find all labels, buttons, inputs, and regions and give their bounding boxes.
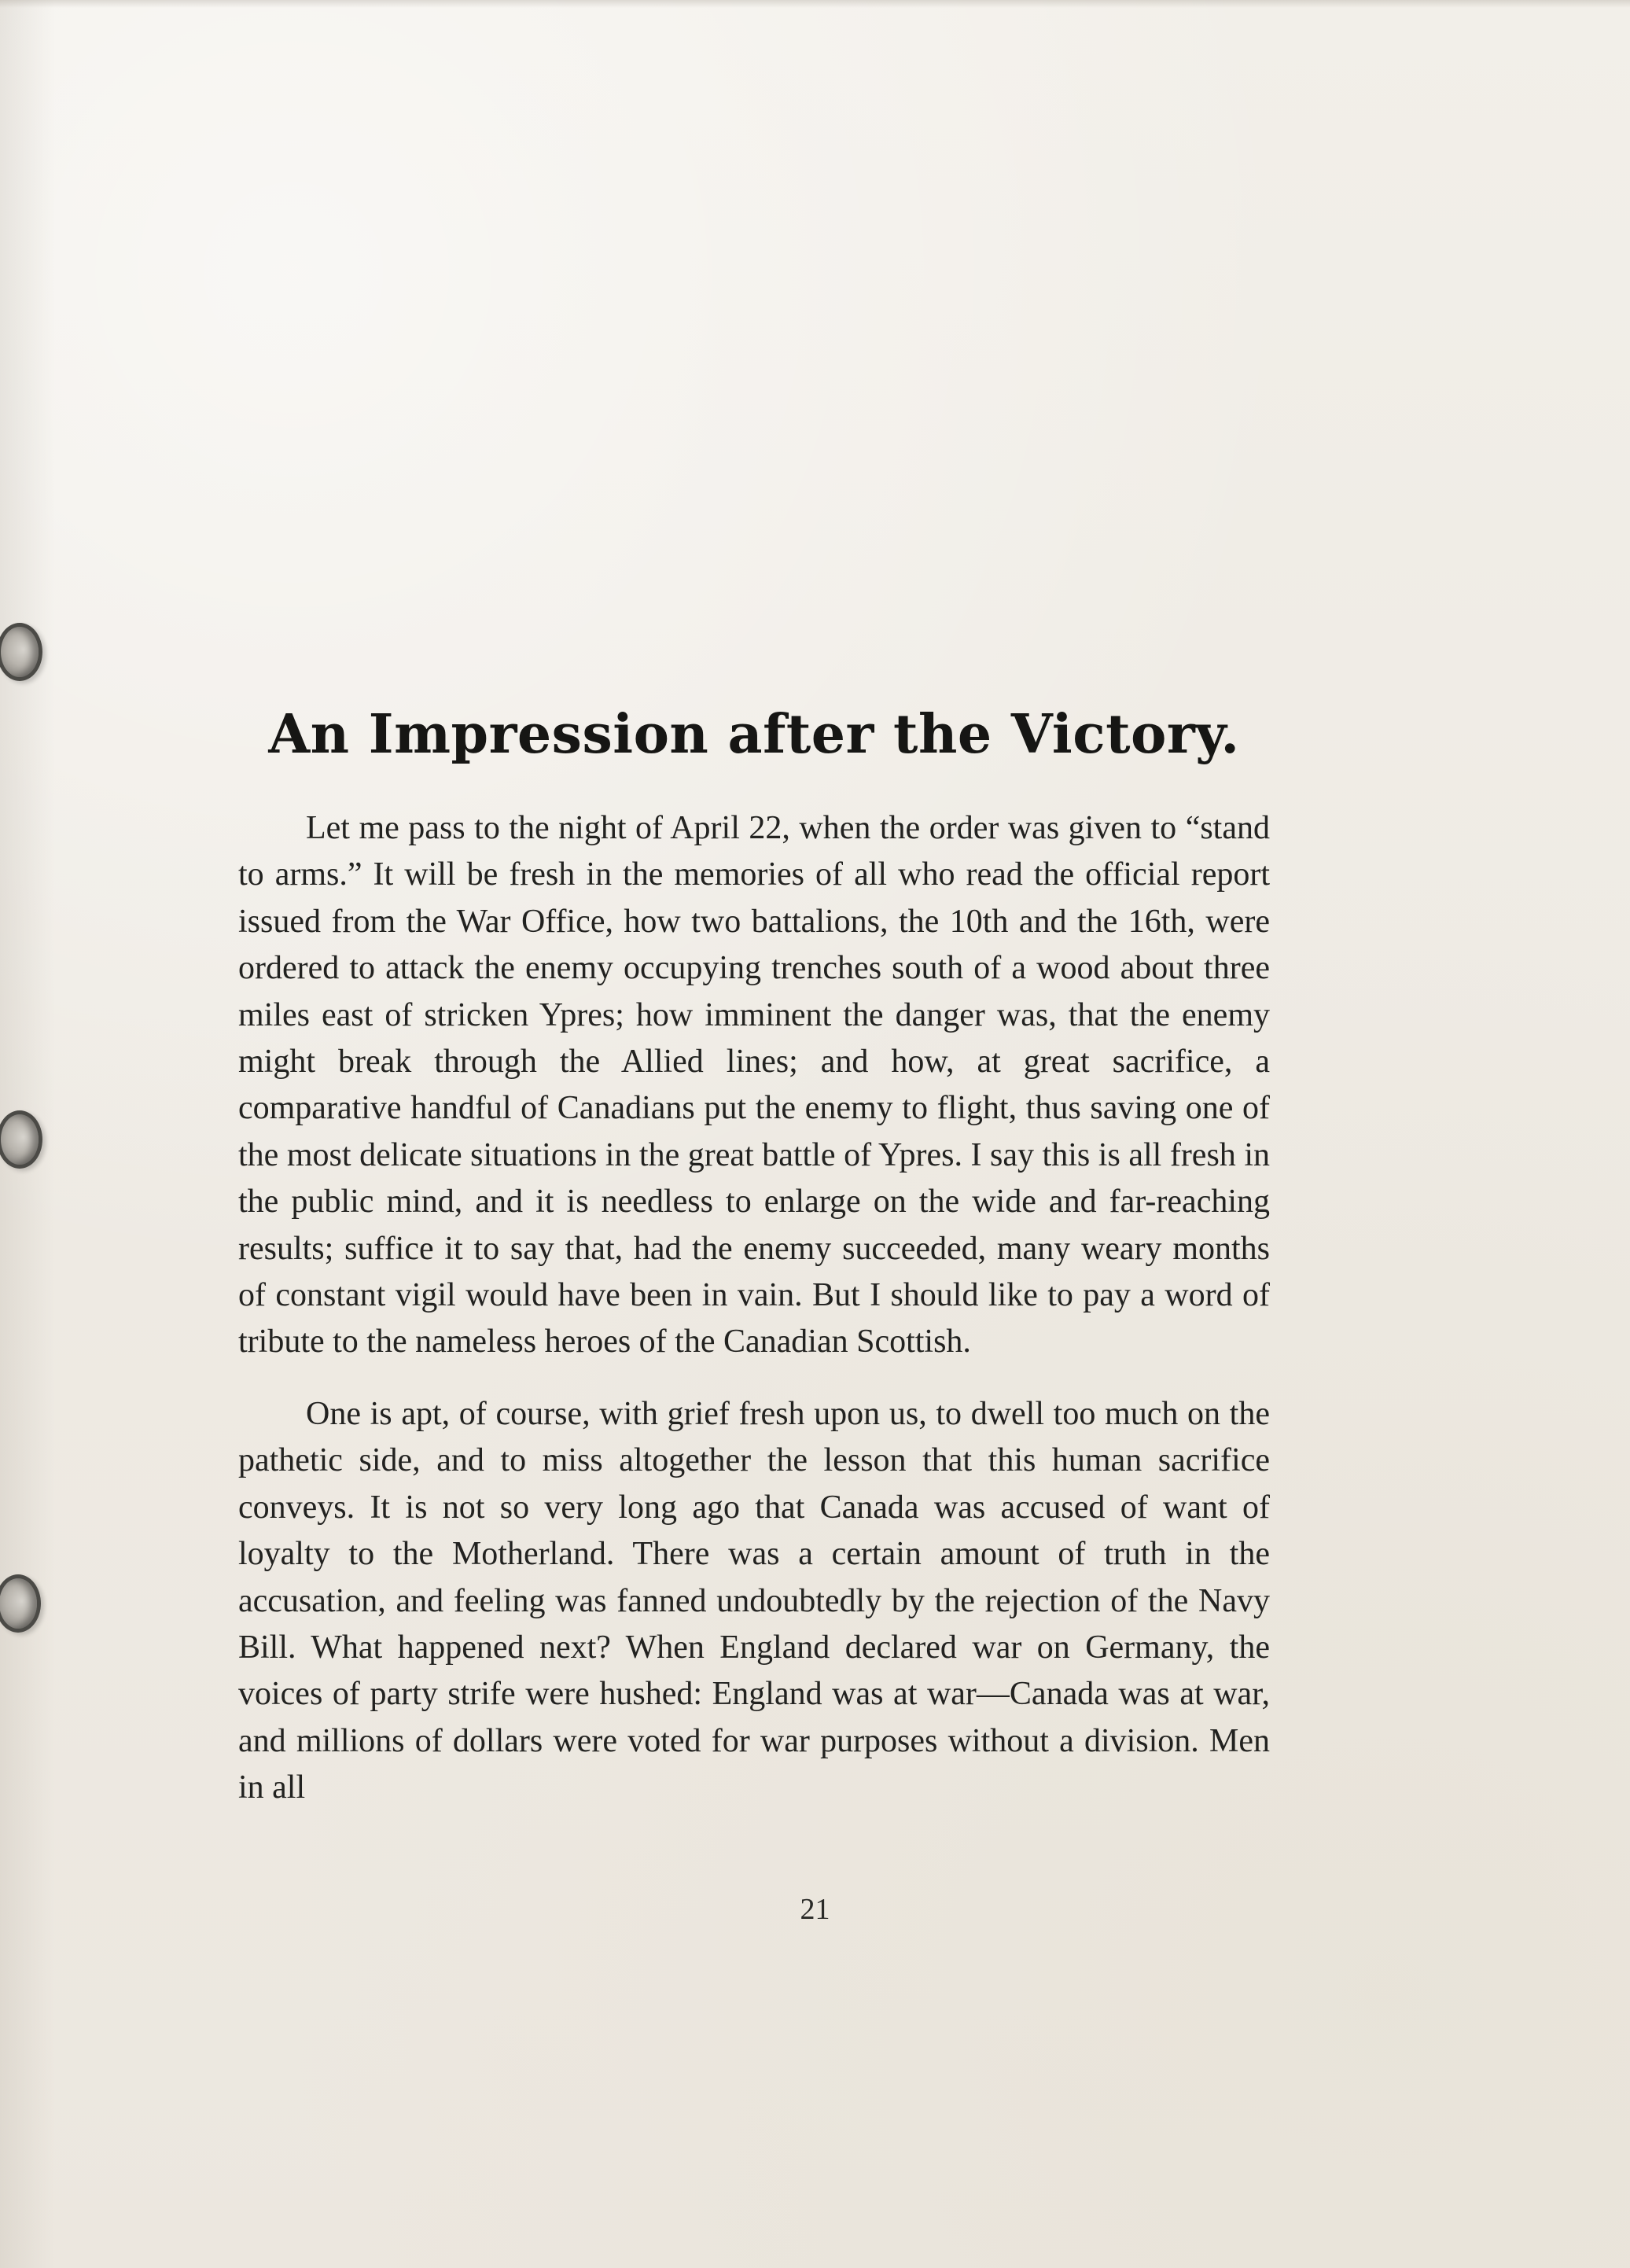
body-paragraph-2: One is apt, of course, with grief fresh upon us, to dwell too much on the pathetic side, and to miss altogether the lesson that this human sacrifice conveys. It is not so very long ago that Canada was accused of want of loyalty to the Motherland. There was a certain amount of truth in the accusation, and feeling was fanned undoubtedly by the rejection of the Navy Bill. What happened next? When England declared war on Germany, the voices of party strife were hushed: England was at war—Canada was at war, and millions of dollars were voted for war purposes without a division. Men in all [238, 1395, 1270, 1806]
page-number: 21 [800, 1893, 830, 1926]
page-top-edge-shadow [0, 0, 1630, 8]
body-paragraph-1: Let me pass to the night of April 22, when the order was given to “stand to arms.” It will be fresh in the memories of all who read the official report issued from the War Office, how two battalions, the 10th and the 16th, were ordered to attack the enemy occupying trenches south of a wood about three miles east of stricken Ypres; how imminent the danger was, that the enemy might break through the Allied lines; and how, at great sacrifice, a comparative handful of Canadians put the enemy to flight, thus saving one of the most delicate situations in the great battle of Ypres. I say this is all fresh in the public mind, and it is needless to enlarge on the wide and far-reaching results; suffice it to say that, had the enemy succeeded, many weary months of constant vigil would have been in vain. But I should like to pay a word of tribute to the nameless heroes of the Canadian Scottish. [238, 810, 1270, 1360]
document-body [238, 701, 1270, 1812]
page-title: An Impression after the Victory. [268, 703, 1240, 766]
